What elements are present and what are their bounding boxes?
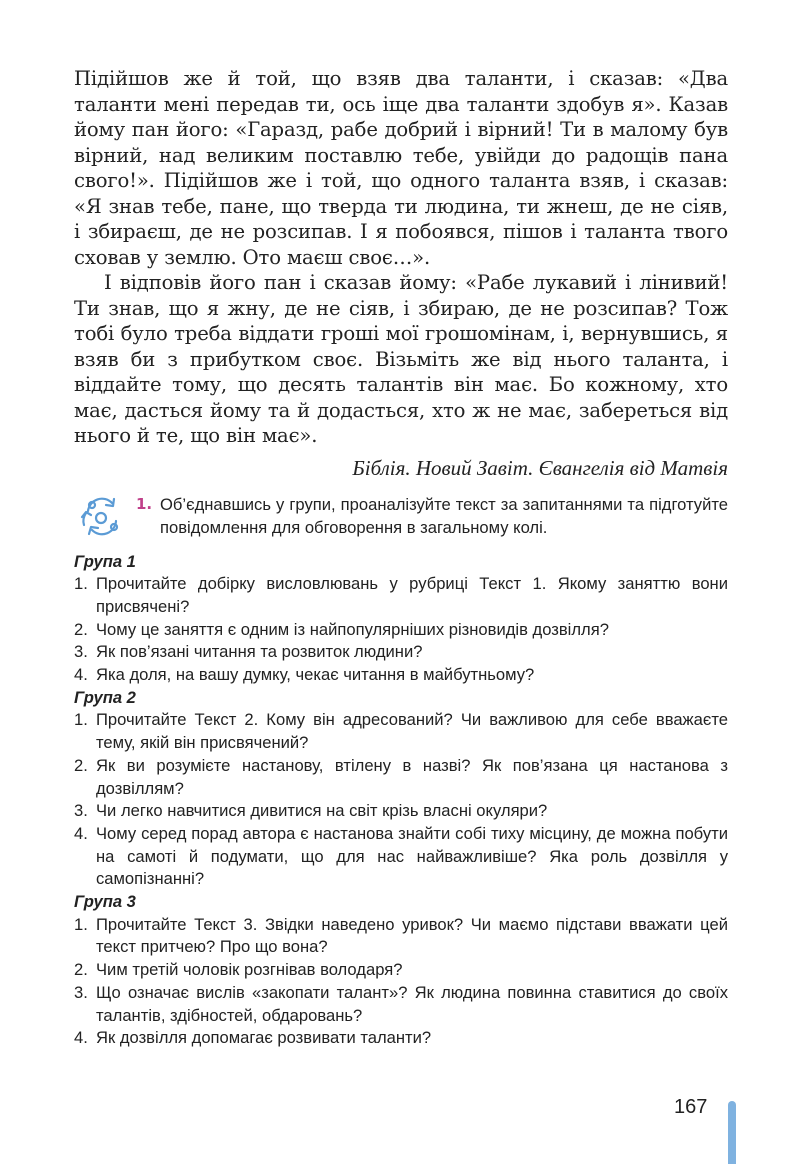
list-item: 1. Прочитайте добірку висловлювань у рубриці Текст 1. Якому заняттю вони присвячені? [74,574,728,616]
group-2-title: Група 2 [74,687,136,707]
list-item: 3. Як пов’язані читання та розвиток людини? [74,642,423,662]
page-accent-bar [728,1101,736,1164]
list-item: 2. Як ви розумієте настанову, втілену в назві? Як пов’язана ця настанова з дозвіллям? [74,755,728,798]
group-1-questions [74,573,728,687]
task-number: 1. [136,494,153,513]
task-text: Об’єднавшись у групи, проаналізуйте текст за запитаннями та підготуйте повідомлення для обговорення в загальному колі. [160,494,728,537]
group-1-title: Група 1 [74,551,136,571]
list-item: 4. Чому серед порад автора є настанова знайти собі тиху місцину, де можна побути на самоті й подумати, що для нас найважливіше? Яка роль дозвілля у самопізнанні? [74,823,728,889]
group-discussion-icon [74,491,128,545]
story-paragraph-1: Підійшов же й той, що взяв два таланти, і сказав: «Два таланти мені передав ти, ось іще два таланти здобув я». Казав йому пан його: «Гаразд, рабе добрий і вірний! Ти в малому був вірний, над великим поставлю тебе, увійди до радощів пана свого!». Підійшов же і той, що одного таланта взяв, і сказав: «Я знав тебе, пане, що тверда ти людина, ти жнеш, де не сіяв, і збираєш, де не розсипав. І я побоявся, пішов і таланта твого сховав у землю. Ото маєш своє…». [74,67,728,269]
list-item: 3. Чи легко навчитися дивитися на світ крізь власні окуляри? [74,801,548,821]
list-item: 3. Що означає вислів «закопати талант»? Як людина повинна ставитися до своїх талантів, здібностей, обдаровань? [74,982,728,1025]
list-item: 1. Прочитайте Текст 2. Кому він адресований? Чи важливою для себе вважаєте тему, якій він присвячений? [74,710,728,753]
list-item: 4. Яка доля, на вашу думку, чекає читання в майбутньому? [74,665,535,685]
list-item: 4. Як дозвілля допомагає розвивати таланти? [74,1028,432,1048]
task-1 [74,489,728,551]
page-content [74,66,728,1050]
page-number: 167 [674,1096,708,1118]
group-3-questions [74,914,728,1050]
group-3-title: Група 3 [74,892,136,912]
story-paragraph-2: І відповів його пан і сказав йому: «Рабе лукавий і лінивий! Ти знав, що я жну, де не сіяв, і збираю, де не розсипав? Тож тобі було треба віддати гроші мої грошомінам, і, вернувшись, я взяв би з прибутком своє. Візьміть же від нього таланта, і віддайте тому, що десять талантів він має. Бо кожному, хто має, дасться йому та й додасться, хто ж не має, забереться від нього й те, що він має». [74,271,728,447]
group-2-questions [74,709,728,891]
question-groups [74,551,728,1050]
list-item: 2. Чим третій чоловік розгнівав володаря? [74,960,403,980]
story-source: Біблія. Новий Завіт. Євангелія від Матвія [352,455,728,480]
list-item: 2. Чому це заняття є одним із найпопулярніших різновидів дозвілля? [74,619,609,639]
list-item: 1. Прочитайте Текст 3. Звідки наведено уривок? Чи маємо підстави вважати цей текст притчею? Про що вона? [74,914,728,957]
